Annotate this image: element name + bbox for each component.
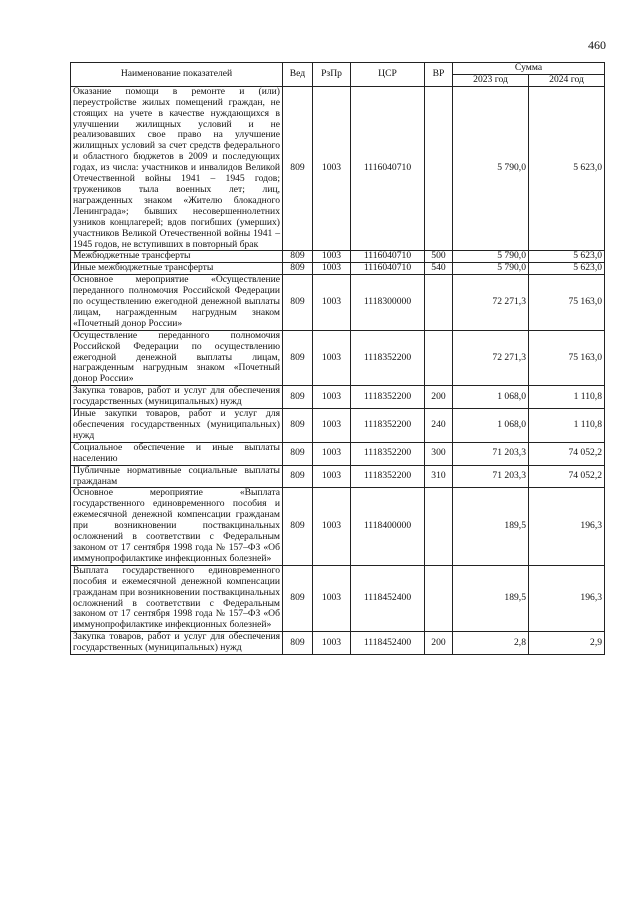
row-csr-cell: 1118300000 bbox=[351, 275, 425, 331]
row-csr-cell: 1118352200 bbox=[351, 442, 425, 465]
table-row bbox=[71, 565, 605, 631]
table-row bbox=[71, 442, 605, 465]
row-rzpr-cell: 1003 bbox=[313, 632, 351, 655]
header-sum: Сумма bbox=[453, 63, 605, 75]
page-number: 460 bbox=[588, 38, 606, 52]
row-rzpr-cell: 1003 bbox=[313, 442, 351, 465]
row-name-cell: Межбюджетные трансферты bbox=[71, 251, 283, 263]
row-rzpr-cell: 1003 bbox=[313, 386, 351, 409]
row-name-cell: Основное мероприятие «Осуществление переданного полномочия Российской Федерации по осуществлению ежегодной денежной выплаты лицам, награжденным нагрудным знаком «Почетный донор России» bbox=[71, 275, 283, 331]
row-name-cell: Социальное обеспечение и иные выплаты населению bbox=[71, 442, 283, 465]
row-ved-cell: 809 bbox=[283, 632, 313, 655]
row-vr-cell bbox=[425, 86, 453, 251]
row-2023-cell: 5 790,0 bbox=[453, 263, 529, 275]
row-2024-cell: 74 052,2 bbox=[529, 442, 605, 465]
row-2023-cell: 72 271,3 bbox=[453, 330, 529, 386]
row-name-cell: Закупка товаров, работ и услуг для обеспечения государственных (муниципальных) нужд bbox=[71, 386, 283, 409]
row-2024-cell: 1 110,8 bbox=[529, 386, 605, 409]
row-rzpr-cell: 1003 bbox=[313, 409, 351, 443]
header-rzpr: РзПр bbox=[313, 63, 351, 87]
row-csr-cell: 1116040710 bbox=[351, 86, 425, 251]
row-rzpr-cell: 1003 bbox=[313, 86, 351, 251]
row-2023-cell: 1 068,0 bbox=[453, 409, 529, 443]
row-vr-cell: 200 bbox=[425, 386, 453, 409]
row-2024-cell: 5 623,0 bbox=[529, 86, 605, 251]
table-row bbox=[71, 409, 605, 443]
row-2023-cell: 71 203,3 bbox=[453, 465, 529, 488]
table-row bbox=[71, 330, 605, 386]
row-2024-cell: 74 052,2 bbox=[529, 465, 605, 488]
row-2024-cell: 2,9 bbox=[529, 632, 605, 655]
row-rzpr-cell: 1003 bbox=[313, 330, 351, 386]
row-ved-cell: 809 bbox=[283, 409, 313, 443]
row-rzpr-cell: 1003 bbox=[313, 465, 351, 488]
row-csr-cell: 1116040710 bbox=[351, 263, 425, 275]
row-vr-cell: 310 bbox=[425, 465, 453, 488]
row-2023-cell: 189,5 bbox=[453, 488, 529, 565]
table-row bbox=[71, 465, 605, 488]
table-row bbox=[71, 263, 605, 275]
row-2024-cell: 5 623,0 bbox=[529, 251, 605, 263]
row-rzpr-cell: 1003 bbox=[313, 488, 351, 565]
row-ved-cell: 809 bbox=[283, 386, 313, 409]
row-ved-cell: 809 bbox=[283, 251, 313, 263]
row-vr-cell: 240 bbox=[425, 409, 453, 443]
row-ved-cell: 809 bbox=[283, 442, 313, 465]
row-2023-cell: 5 790,0 bbox=[453, 251, 529, 263]
row-rzpr-cell: 1003 bbox=[313, 565, 351, 631]
row-csr-cell: 1118452400 bbox=[351, 565, 425, 631]
row-2023-cell: 2,8 bbox=[453, 632, 529, 655]
row-ved-cell: 809 bbox=[283, 330, 313, 386]
row-rzpr-cell: 1003 bbox=[313, 275, 351, 331]
row-vr-cell: 500 bbox=[425, 251, 453, 263]
row-vr-cell bbox=[425, 330, 453, 386]
row-name-cell: Иные межбюджетные трансферты bbox=[71, 263, 283, 275]
header-year-2024: 2024 год bbox=[529, 74, 605, 86]
row-2024-cell: 75 163,0 bbox=[529, 275, 605, 331]
table-row bbox=[71, 386, 605, 409]
row-vr-cell bbox=[425, 565, 453, 631]
row-name-cell: Выплата государственного единовременного пособия и ежемесячной денежной компенсации гражданам при возникновении поствакцинальных осложнений в соответствии с Федеральным законом от 17 сентября 1998 года № 157–ФЗ «Об иммунопрофилактике инфекционных болезней» bbox=[71, 565, 283, 631]
table-body bbox=[71, 86, 605, 654]
row-csr-cell: 1116040710 bbox=[351, 251, 425, 263]
row-name-cell: Закупка товаров, работ и услуг для обеспечения государственных (муниципальных) нужд bbox=[71, 632, 283, 655]
header-vr: ВР bbox=[425, 63, 453, 87]
row-rzpr-cell: 1003 bbox=[313, 263, 351, 275]
row-ved-cell: 809 bbox=[283, 263, 313, 275]
table-row bbox=[71, 488, 605, 565]
table-row bbox=[71, 86, 605, 251]
row-2024-cell: 196,3 bbox=[529, 488, 605, 565]
header-ved: Вед bbox=[283, 63, 313, 87]
row-2023-cell: 72 271,3 bbox=[453, 275, 529, 331]
row-ved-cell: 809 bbox=[283, 275, 313, 331]
row-2024-cell: 75 163,0 bbox=[529, 330, 605, 386]
table-row bbox=[71, 251, 605, 263]
row-2024-cell: 1 110,8 bbox=[529, 409, 605, 443]
row-name-cell: Публичные нормативные социальные выплаты гражданам bbox=[71, 465, 283, 488]
row-name-cell: Иные закупки товаров, работ и услуг для обеспечения государственных (муниципальных) нужд bbox=[71, 409, 283, 443]
table-row bbox=[71, 632, 605, 655]
row-csr-cell: 1118352200 bbox=[351, 465, 425, 488]
header-year-2023: 2023 год bbox=[453, 74, 529, 86]
row-ved-cell: 809 bbox=[283, 565, 313, 631]
row-2023-cell: 5 790,0 bbox=[453, 86, 529, 251]
row-csr-cell: 1118352200 bbox=[351, 409, 425, 443]
table-row bbox=[71, 275, 605, 331]
row-vr-cell bbox=[425, 488, 453, 565]
budget-table bbox=[70, 62, 605, 655]
row-ved-cell: 809 bbox=[283, 465, 313, 488]
row-vr-cell: 300 bbox=[425, 442, 453, 465]
row-2024-cell: 196,3 bbox=[529, 565, 605, 631]
row-rzpr-cell: 1003 bbox=[313, 251, 351, 263]
row-ved-cell: 809 bbox=[283, 86, 313, 251]
row-2024-cell: 5 623,0 bbox=[529, 263, 605, 275]
row-csr-cell: 1118452400 bbox=[351, 632, 425, 655]
row-name-cell: Основное мероприятие «Выплата государственного единовременного пособия и ежемесячной денежной компенсации гражданам при возникновении поствакцинальных осложнений в соответствии с Федеральным законом от 17 сентября 1998 года № 157–ФЗ «Об иммунопрофилактике инфекционных болезней» bbox=[71, 488, 283, 565]
row-vr-cell: 540 bbox=[425, 263, 453, 275]
row-csr-cell: 1118352200 bbox=[351, 330, 425, 386]
row-vr-cell: 200 bbox=[425, 632, 453, 655]
row-csr-cell: 1118400000 bbox=[351, 488, 425, 565]
row-ved-cell: 809 bbox=[283, 488, 313, 565]
header-csr: ЦСР bbox=[351, 63, 425, 87]
row-name-cell: Осуществление переданного полномочия Российской Федерации по осуществлению ежегодной денежной выплаты лицам, награжденным нагрудным знаком «Почетный донор России» bbox=[71, 330, 283, 386]
row-vr-cell bbox=[425, 275, 453, 331]
row-2023-cell: 189,5 bbox=[453, 565, 529, 631]
row-2023-cell: 71 203,3 bbox=[453, 442, 529, 465]
row-2023-cell: 1 068,0 bbox=[453, 386, 529, 409]
row-csr-cell: 1118352200 bbox=[351, 386, 425, 409]
row-name-cell: Оказание помощи в ремонте и (или) переустройстве жилых помещений граждан, не стоящих на учете в качестве нуждающихся в улучшении жилищных условий и не реализовавших свое право на улучшение жилищных условий за счет средств федерального и областного бюджетов в 2009 и последующих годах, из числа: участников и инвалидов Великой Отечественной войны 1941 – 1945 годов; тружеников тыла военных лет; лиц, награжденных знаком «Жителю блокадного Ленинграда»; бывших несовершеннолетних узников концлагерей; вдов погибших (умерших) участников Великой Отечественной войны 1941 – 1945 годов, не вступивших в повторный брак bbox=[71, 86, 283, 251]
header-name: Наименование показателей bbox=[71, 63, 283, 87]
